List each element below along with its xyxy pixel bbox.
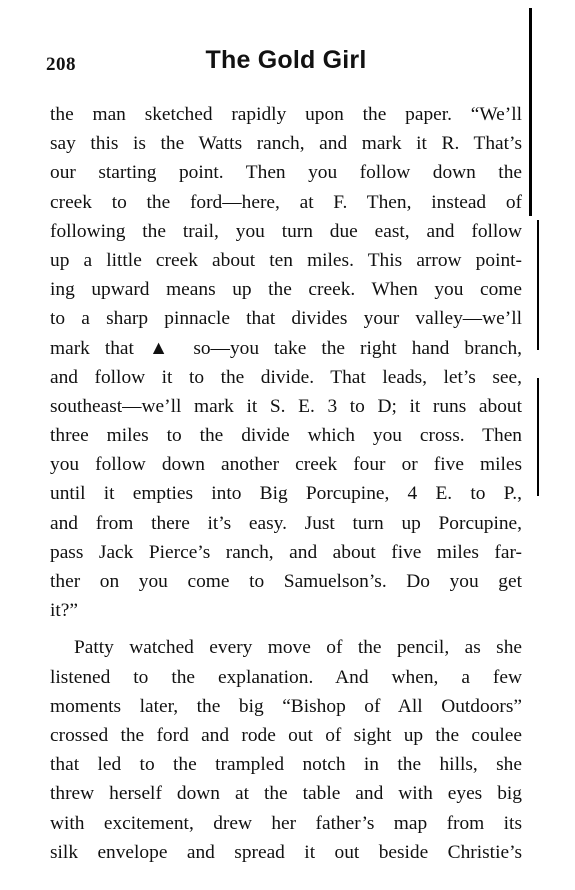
text-line: Patty watched every move of the pencil, as she xyxy=(74,637,522,659)
text-line: you follow down another creek four or five miles xyxy=(50,454,522,476)
scan-edge-line xyxy=(529,8,532,216)
text-line: to a sharp pinnacle that divides your valley—we’ll xyxy=(50,308,522,330)
text-line: southeast—we’ll mark it S. E. 3 to D; it runs about xyxy=(50,395,522,417)
text-line: moments later, the big “Bishop of All Outdoors” xyxy=(50,695,522,717)
text-line: ther on you come to Samuelson’s. Do you get xyxy=(50,571,522,592)
text-line: ing upward means up the creek. When you come xyxy=(50,279,522,301)
page-header xyxy=(46,46,526,86)
body-text xyxy=(50,100,522,867)
scan-edge-line xyxy=(537,220,539,350)
running-title: The Gold Girl xyxy=(205,46,367,74)
text-line: up a little creek about ten miles. This arrow point- xyxy=(50,249,522,271)
paragraph-break xyxy=(50,625,522,633)
text-line: silk envelope and spread it out beside Christie’s xyxy=(50,841,522,863)
text-line: and from there it’s easy. Just turn up Porcupine, xyxy=(50,512,522,534)
text-line: that led to the trampled notch in the hills, she xyxy=(50,754,522,776)
text-line: the man sketched rapidly upon the paper. “We’ll xyxy=(50,104,522,125)
text-line: three miles to the divide which you cross. Then xyxy=(50,425,522,447)
text-line: threw herself down at the table and with eyes big xyxy=(50,783,522,805)
text-line: with excitement, drew her father’s map from its xyxy=(50,812,522,834)
text-line: say this is the Watts ranch, and mark it R. That’s xyxy=(50,133,522,155)
text-line: crossed the ford and rode out of sight up the coulee xyxy=(50,724,522,746)
text-line: it?” xyxy=(50,600,78,622)
text-line: until it empties into Big Porcupine, 4 E. to P., xyxy=(50,483,522,505)
text-line: and follow it to the divide. That leads, let’s see, xyxy=(50,366,522,388)
text-line: our starting point. Then you follow down the xyxy=(50,162,522,184)
scan-edge-line xyxy=(537,378,539,496)
text-line: following the trail, you turn due east, and follow xyxy=(50,220,522,242)
page-number: 208 xyxy=(46,54,76,75)
text-line: creek to the ford—here, at F. Then, instead of xyxy=(50,191,522,213)
text-line: pass Jack Pierce’s ranch, and about five miles far- xyxy=(50,541,522,563)
text-line: mark that ▲ so—you take the right hand branch, xyxy=(50,337,522,359)
text-line: listened to the explanation. And when, a few xyxy=(50,666,522,688)
